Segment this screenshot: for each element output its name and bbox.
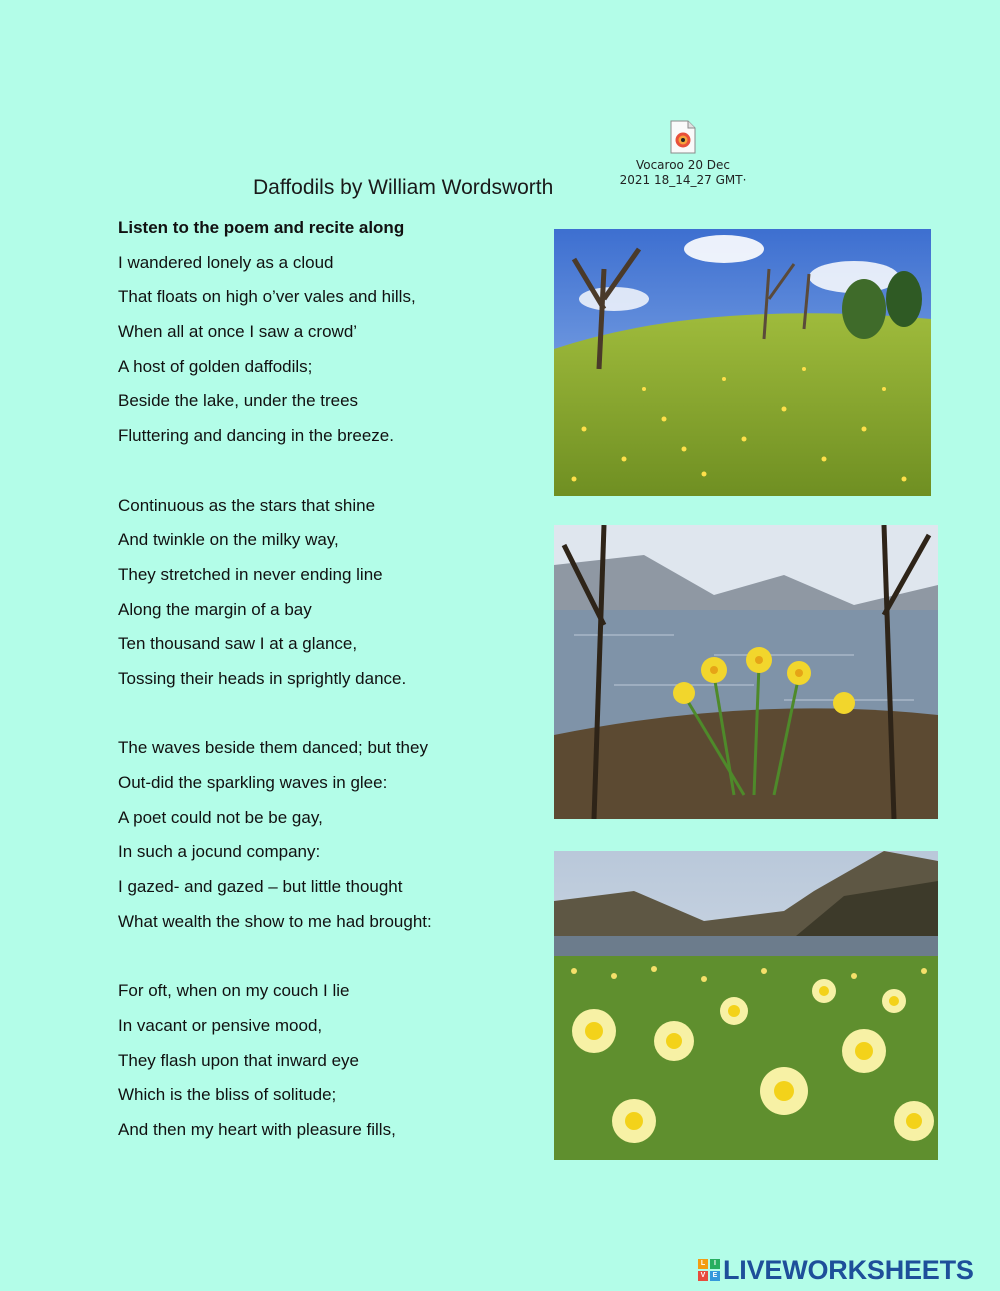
daffodils-by-lake-photo: [554, 525, 938, 819]
poem-line: What wealth the show to me had brought:: [118, 911, 432, 931]
liveworksheets-logo-icon: [698, 1259, 720, 1281]
audio-filename-line2: 2021 18_14_27 GMT·: [619, 173, 747, 187]
stanza-3: [118, 737, 538, 945]
poem-line: A poet could not be be gay,: [118, 807, 323, 827]
poem-line: They flash upon that inward eye: [118, 1050, 359, 1070]
poem-line: That floats on high o’ver vales and hills,: [118, 287, 416, 307]
poem-text: [118, 217, 538, 1188]
audio-filename-line1: Vocaroo 20 Dec: [635, 158, 731, 172]
logo-letter-i: I: [710, 1259, 720, 1269]
poem-line: They stretched in never ending line: [118, 564, 383, 584]
poem-line: Tossing their heads in sprightly dance.: [118, 668, 407, 688]
poem-line: The waves beside them danced; but they: [118, 738, 428, 758]
logo-letter-e: E: [710, 1271, 720, 1281]
poem-line: And twinkle on the milky way,: [118, 530, 339, 550]
poem-line: For oft, when on my couch I lie: [118, 981, 350, 1001]
poem-line: Beside the lake, under the trees: [118, 391, 359, 411]
page-title: Daffodils by William Wordsworth: [253, 176, 554, 199]
logo-letter-l: L: [698, 1259, 708, 1269]
poem-line: I gazed- and gazed – but little thought: [118, 877, 403, 897]
poem-line: Along the margin of a bay: [118, 599, 312, 619]
poem-line: Ten thousand saw I at a glance,: [118, 634, 358, 654]
logo-letter-v: V: [698, 1271, 708, 1281]
poem-line: And then my heart with pleasure fills,: [118, 1119, 396, 1139]
daffodil-meadow-photo: [554, 229, 931, 496]
poem-line: A host of golden daffodils;: [118, 356, 313, 376]
stanza-4: [118, 980, 538, 1153]
poem-line: Which is the bliss of solitude;: [118, 1085, 337, 1105]
poem-line: Fluttering and dancing in the breeze.: [118, 426, 394, 446]
brand-name: LIVEWORKSHEETS: [723, 1254, 974, 1285]
audio-file-icon: [669, 120, 697, 154]
instruction-text: Listen to the poem and recite along: [118, 218, 405, 237]
audio-attachment[interactable]: [608, 120, 758, 188]
poem-line: In vacant or pensive mood,: [118, 1015, 323, 1035]
stanza-1: [118, 252, 538, 460]
poem-line: Out-did the sparkling waves in glee:: [118, 773, 388, 792]
daffodils-lake-hills-photo: [554, 851, 938, 1160]
poem-line: When all at once I saw a crowd’: [118, 322, 358, 342]
poem-line: Continuous as the stars that shine: [118, 495, 376, 515]
stanza-2: [118, 495, 538, 703]
poem-line: In such a jocund company:: [118, 842, 321, 862]
poem-line: I wandered lonely as a cloud: [118, 252, 334, 272]
liveworksheets-brand: [698, 1256, 974, 1284]
